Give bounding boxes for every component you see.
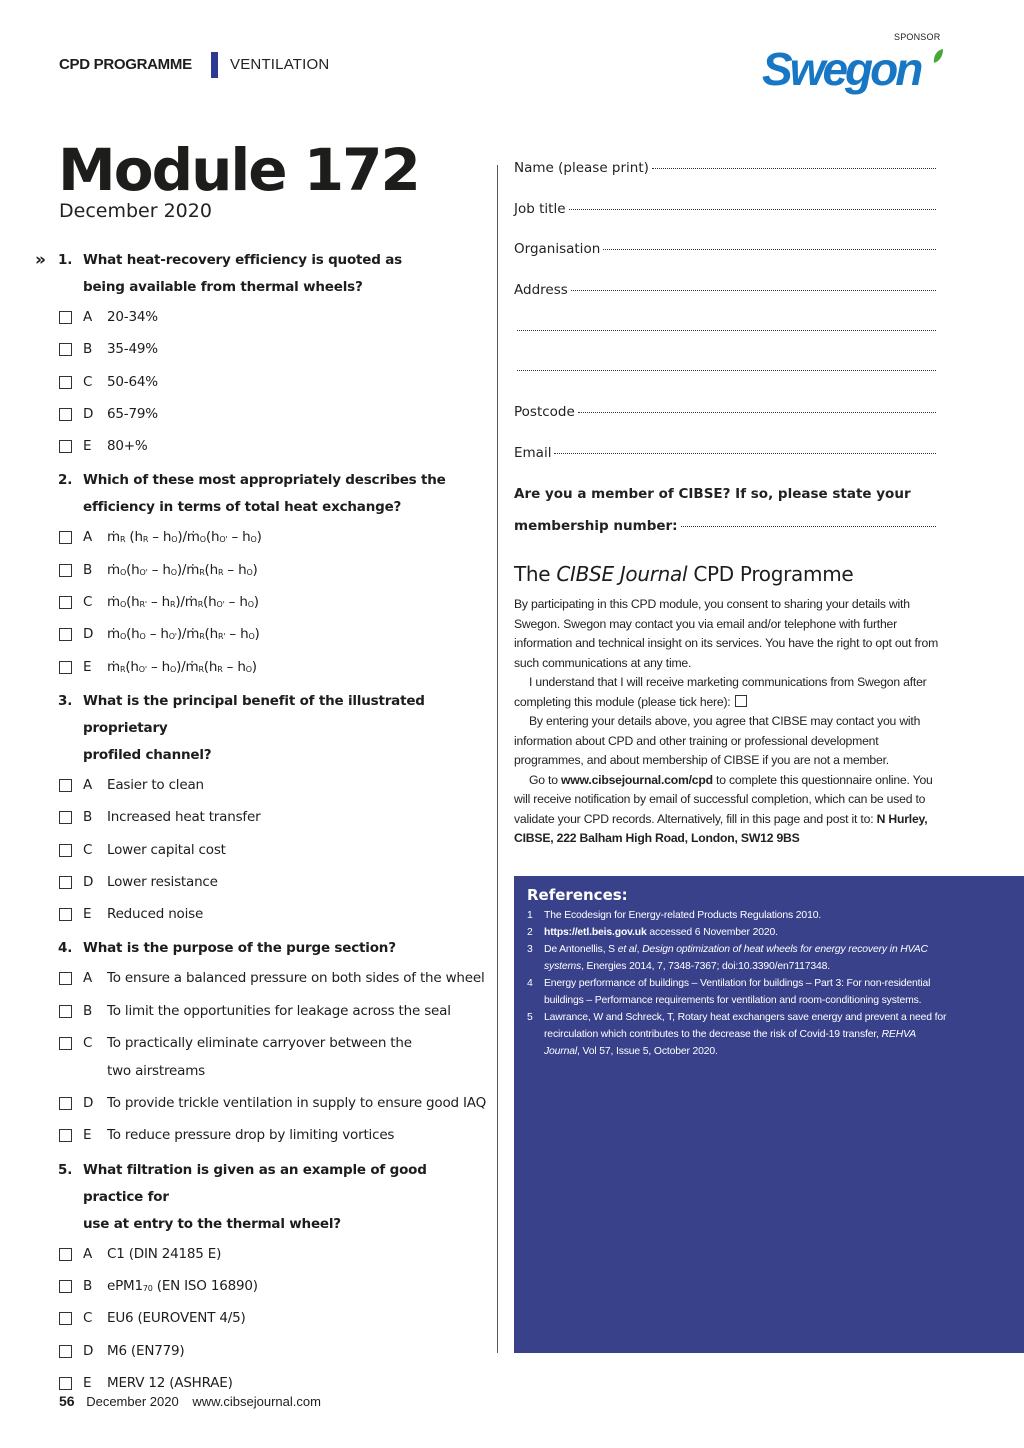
- answer-option[interactable]: [30, 1243, 490, 1275]
- checkbox[interactable]: [59, 811, 72, 824]
- field-label: Organisation: [514, 241, 601, 258]
- option-text: MERV 12 (ASHRAE): [107, 1374, 233, 1391]
- formula-subscript: R: [142, 535, 149, 545]
- email-field[interactable]: [514, 445, 936, 486]
- checkbox[interactable]: [59, 1129, 72, 1142]
- online-text: Go to: [529, 772, 561, 787]
- field-dotted-line[interactable]: [578, 402, 936, 413]
- option-text: To ensure a balanced pressure on both sides of the wheel: [107, 970, 485, 987]
- question-text-line: profiled channel?: [83, 746, 212, 763]
- option-formula: ṁ$_R$ ($h_R$ – $h_O)/ṁ_O(h_{O'} - h_O)$: [107, 529, 262, 546]
- answer-option[interactable]: [30, 1124, 490, 1156]
- question-text-line: What heat-recovery efficiency is quoted as: [83, 252, 402, 268]
- checkbox[interactable]: [59, 1280, 72, 1293]
- option-letter: E: [83, 438, 92, 455]
- question-4: [30, 935, 490, 962]
- question-5: [30, 1157, 490, 1238]
- reference-text: , Vol 57, Issue 5, October 2020.: [577, 1046, 718, 1057]
- reference-text: The Ecodesign for Energy-related Products Regulations 2010.: [544, 910, 822, 921]
- reference-item: [527, 941, 947, 975]
- answer-option[interactable]: [30, 371, 490, 403]
- checkbox[interactable]: [59, 1377, 72, 1390]
- question-text-line: being available from thermal wheels?: [83, 279, 363, 295]
- formula-subscript: O: [170, 567, 177, 577]
- formula-subscript: O: [139, 632, 146, 642]
- address-line-2-field[interactable]: [514, 323, 936, 364]
- option-text: [107, 1029, 497, 1085]
- option-letter: E: [83, 1127, 92, 1144]
- field-dotted-line[interactable]: [681, 516, 936, 527]
- checkbox[interactable]: [59, 376, 72, 389]
- answer-option[interactable]: [30, 623, 490, 655]
- reference-number: 5: [527, 1012, 533, 1023]
- programme-heading: [514, 562, 853, 586]
- question-number: 5.: [58, 1161, 73, 1178]
- address-field[interactable]: [514, 282, 936, 323]
- formula-subscript: O: [250, 535, 257, 545]
- option-letter: D: [83, 1342, 94, 1359]
- reference-number: 3: [527, 944, 533, 955]
- checkbox[interactable]: [59, 343, 72, 356]
- option-letter: E: [83, 1374, 92, 1391]
- references-box: [514, 876, 1024, 1353]
- formula-subscript: R': [217, 632, 226, 642]
- page-footer: [59, 1393, 321, 1409]
- reference-italic: et al: [617, 944, 637, 955]
- formula-subscript: R: [217, 567, 224, 577]
- option-letter: C: [83, 841, 93, 858]
- field-dotted-line[interactable]: [517, 360, 936, 371]
- option-text: M6 (EN779): [107, 1342, 185, 1359]
- footer-website[interactable]: www.cibsejournal.com: [192, 1394, 321, 1409]
- answer-option[interactable]: [30, 871, 490, 903]
- formula-subscript: R: [119, 535, 126, 545]
- answer-option[interactable]: [30, 435, 490, 467]
- membership-number-field[interactable]: [514, 518, 936, 550]
- checkbox[interactable]: [59, 1005, 72, 1018]
- checkbox[interactable]: [59, 876, 72, 889]
- programme-body: [514, 595, 942, 849]
- field-dotted-line[interactable]: [603, 239, 936, 250]
- option-letter: B: [83, 341, 93, 358]
- formula-subscript: R': [139, 600, 147, 610]
- answer-option[interactable]: [30, 403, 490, 435]
- sponsor-logo-text: Swegon: [762, 43, 921, 95]
- option-letter: D: [83, 626, 94, 643]
- reference-text: Lawrance, W and Schreck, T, Rotary heat exchangers save energy and prevent a need for recirculation which contributes to the decrease the risk of Covid-19 transfer,: [544, 1012, 947, 1040]
- reference-link[interactable]: https://etl.beis.gov.uk: [544, 927, 647, 938]
- page-number: 56: [59, 1393, 75, 1409]
- section-divider-bar: [211, 52, 218, 78]
- formula-subscript: O: [199, 535, 206, 545]
- formula-subscript: R: [197, 600, 204, 610]
- formula-subscript: R: [119, 664, 126, 674]
- reference-number: 1: [527, 910, 533, 921]
- field-dotted-line[interactable]: [554, 443, 936, 454]
- checkbox[interactable]: [59, 564, 72, 577]
- question-number: 4.: [58, 940, 73, 957]
- option-text: Lower capital cost: [107, 841, 226, 858]
- question-3: [30, 688, 490, 769]
- field-dotted-line[interactable]: [517, 320, 936, 331]
- formula-subscript: O: [171, 535, 178, 545]
- organisation-field[interactable]: [514, 241, 936, 282]
- answer-option[interactable]: [30, 656, 490, 688]
- formula-subscript: O: [119, 600, 127, 610]
- address-line-3-field[interactable]: [514, 363, 936, 404]
- option-letter: B: [83, 809, 93, 826]
- sponsor-logo: [762, 43, 952, 100]
- checkbox[interactable]: [59, 779, 72, 792]
- double-chevron-right-icon: »: [35, 250, 46, 270]
- formula-subscript: O: [247, 600, 254, 610]
- answer-option[interactable]: [30, 1340, 490, 1372]
- formula-subscript: O': [139, 567, 148, 577]
- reference-italic: Design optimization of heat wheels for energy recovery in HVAC systems: [544, 944, 928, 972]
- option-text-suffix: (EN ISO 16890): [152, 1277, 258, 1294]
- online-paragraph: [514, 771, 942, 849]
- references-title: References:: [527, 886, 628, 904]
- question-number: 3.: [58, 692, 73, 709]
- checkbox[interactable]: [59, 596, 72, 609]
- formula-subscript: R: [217, 664, 223, 674]
- option-formula: $ṁ_O(h_O$ – $h_{O'})/ṁ_R(h_{R'} - h_O)$: [107, 626, 260, 643]
- formula-subscript: O': [168, 632, 177, 642]
- reference-item: [527, 924, 947, 941]
- field-dotted-line[interactable]: [571, 280, 936, 291]
- question-number: 1.: [58, 252, 73, 268]
- formula-subscript: R: [199, 567, 205, 577]
- reference-item: [527, 907, 947, 924]
- question-2: [30, 467, 490, 521]
- option-text: To reduce pressure drop by limiting vortices: [107, 1127, 395, 1144]
- leaf-icon: [932, 48, 944, 64]
- postcode-field[interactable]: [514, 404, 936, 445]
- formula-subscript: R: [198, 664, 204, 674]
- reference-text: accessed 6 November 2020.: [646, 927, 778, 938]
- reference-number: 4: [527, 978, 533, 989]
- details-form: [514, 160, 936, 550]
- section-label: VENTILATION: [230, 56, 330, 73]
- question-text-line: Which of these most appropriately describes the: [83, 472, 446, 489]
- option-letter: A: [83, 529, 93, 546]
- field-dotted-line[interactable]: [569, 199, 937, 210]
- checkbox[interactable]: [59, 844, 72, 857]
- option-letter: A: [83, 776, 93, 793]
- option-text: [107, 1272, 497, 1303]
- formula-subscript: O': [138, 664, 147, 674]
- job-title-field[interactable]: [514, 201, 936, 242]
- answer-option[interactable]: [30, 1275, 490, 1307]
- option-text: C1 (DIN 24185 E): [107, 1245, 222, 1262]
- question-text-line: What is the purpose of the purge section?: [83, 940, 396, 957]
- option-text: To provide trickle ventilation in supply to ensure good IAQ: [107, 1095, 487, 1112]
- formula-subscript: O: [119, 632, 127, 642]
- option-letter: B: [83, 1277, 93, 1294]
- module-title: Module 172: [58, 136, 419, 204]
- option-text: Lower resistance: [107, 873, 218, 890]
- option-letter: B: [83, 561, 93, 578]
- option-text: 35-49%: [107, 341, 158, 358]
- sponsor-label: SPONSOR: [894, 32, 941, 42]
- consent-paragraph: By participating in this CPD module, you consent to sharing your details with Swegon. Swegon may contact you via email and/or telephone with further information and technical insight on its services. You have the right to opt out from such communications at any time.: [514, 597, 939, 670]
- cpd-website-link[interactable]: www.cibsejournal.com/cpd: [561, 772, 713, 787]
- answer-option[interactable]: [30, 903, 490, 935]
- reference-italic: REHVA Journal: [544, 1029, 916, 1057]
- formula-subscript: O: [246, 567, 253, 577]
- checkbox[interactable]: [59, 440, 72, 453]
- option-text: Reduced noise: [107, 906, 204, 923]
- option-text-main: ePM1: [107, 1277, 143, 1294]
- question-text-line: What filtration is given as an example of good practice for: [83, 1161, 427, 1205]
- checkbox[interactable]: [59, 1097, 72, 1110]
- formula-subscript: O': [216, 600, 225, 610]
- option-text: Easier to clean: [107, 776, 204, 793]
- checkbox[interactable]: [59, 908, 72, 921]
- reference-text: ,: [636, 944, 643, 955]
- reference-text: , Energies 2014, 7, 7348-7367; doi:10.3390/en7117348.: [581, 961, 831, 972]
- reference-text: Energy performance of buildings – Ventilation for buildings – Part 3: For non-residential buildings – Performance requirements for ventilation and room-conditioning systems.: [544, 978, 931, 1006]
- checkbox[interactable]: [59, 1248, 72, 1261]
- option-letter: C: [83, 1310, 93, 1327]
- option-formula: $ṁ_R(h_{O'}$ – $h_O)/ṁ_R(h_R - h_O)$: [107, 658, 257, 675]
- answer-option[interactable]: [30, 1307, 490, 1339]
- field-label: Job title: [514, 200, 566, 217]
- option-text: 65-79%: [107, 405, 158, 422]
- answer-option[interactable]: [30, 1092, 490, 1124]
- checkbox[interactable]: [59, 628, 72, 641]
- option-text: EU6 (EUROVENT 4/5): [107, 1310, 246, 1327]
- option-formula: $ṁ_O(h_{O'}$ – $h_O)/ṁ_R(h_R - h_O)$: [107, 561, 258, 578]
- answer-option[interactable]: [30, 559, 490, 591]
- programme-label: CPD PROGRAMME: [59, 56, 192, 73]
- option-subscript: 70: [142, 1283, 153, 1293]
- option-letter: E: [83, 906, 92, 923]
- field-label: Name (please print): [514, 160, 649, 176]
- formula-subscript: O: [119, 567, 127, 577]
- question-1: [30, 247, 490, 301]
- heading-part: The: [514, 562, 557, 586]
- option-text: 80+%: [107, 438, 148, 455]
- question-list: [30, 247, 490, 1404]
- reference-item: [527, 1009, 947, 1060]
- reference-number: 2: [527, 927, 533, 938]
- answer-option[interactable]: [30, 967, 490, 999]
- answer-option[interactable]: [30, 338, 490, 370]
- marketing-paragraph: [514, 673, 942, 712]
- reference-item: [527, 975, 947, 1009]
- option-text-line: To practically eliminate carryover between the: [107, 1035, 412, 1052]
- question-number: 2.: [58, 472, 73, 489]
- option-letter: B: [83, 1002, 93, 1019]
- option-letter: A: [83, 970, 93, 987]
- question-text-line: use at entry to the thermal wheel?: [83, 1215, 341, 1232]
- formula-subscript: R: [169, 600, 176, 610]
- heading-part: CPD Programme: [687, 562, 854, 586]
- option-letter: D: [83, 873, 94, 890]
- option-text: To limit the opportunities for leakage across the seal: [107, 1002, 451, 1019]
- checkbox[interactable]: [59, 311, 72, 324]
- formula-subscript: O: [248, 632, 255, 642]
- checkbox[interactable]: [59, 1037, 72, 1050]
- column-divider: [497, 165, 498, 1353]
- formula-subscript: O: [169, 664, 177, 674]
- option-text: 50-64%: [107, 373, 158, 390]
- field-label: Address: [514, 282, 568, 299]
- membership-question: [514, 486, 936, 518]
- question-text-line: efficiency in terms of total heat exchange?: [83, 499, 402, 516]
- membership-question-text: Are you a member of CIBSE? If so, please state your: [514, 485, 911, 502]
- module-date: December 2020: [59, 200, 212, 222]
- marketing-consent-checkbox[interactable]: [735, 695, 747, 707]
- option-formula: $ṁ_O(h_{R'}$ – $h_R)/ṁ_R(h_{O'} - h_O)$: [107, 594, 259, 611]
- answer-option[interactable]: [30, 774, 490, 806]
- reference-text: De Antonellis, S: [544, 944, 618, 955]
- answer-option[interactable]: [30, 591, 490, 623]
- marketing-text: I understand that I will receive marketing communications from Swegon after completing this module (please tick here):: [514, 675, 927, 709]
- checkbox[interactable]: [59, 1312, 72, 1325]
- checkbox[interactable]: [59, 661, 72, 674]
- option-letter: A: [83, 309, 93, 325]
- question-text-line: What is the principal benefit of the illustrated proprietary: [83, 692, 425, 736]
- checkbox[interactable]: [59, 408, 72, 421]
- option-text-line: two airstreams: [107, 1063, 206, 1080]
- answer-option[interactable]: [30, 1032, 490, 1092]
- answer-option[interactable]: [30, 526, 490, 558]
- checkbox[interactable]: [59, 972, 72, 985]
- option-text: Increased heat transfer: [107, 809, 261, 826]
- cibse-contact-paragraph: By entering your details above, you agree that CIBSE may contact you with information about CPD and other training or professional development programmes, and about membership of CIBSE if you are not a member.: [514, 714, 921, 767]
- answer-option[interactable]: [30, 806, 490, 838]
- option-letter: D: [83, 1095, 94, 1112]
- option-letter: C: [83, 1035, 93, 1052]
- formula-subscript: R: [199, 632, 205, 642]
- answer-option[interactable]: [30, 1000, 490, 1032]
- field-label: Email: [514, 444, 552, 461]
- postal-address: N Hurley, CIBSE, 222 Balham High Road, London, SW12 9BS: [514, 811, 928, 845]
- heading-journal-name: CIBSE Journal: [556, 562, 688, 586]
- formula-subscript: O: [245, 664, 252, 674]
- option-letter: C: [83, 594, 93, 611]
- option-letter: C: [83, 373, 93, 390]
- answer-option[interactable]: [30, 839, 490, 871]
- field-label: Postcode: [514, 404, 575, 421]
- field-label: membership number:: [514, 517, 678, 534]
- option-text: 20-34%: [107, 309, 158, 325]
- option-letter: D: [83, 405, 94, 422]
- answer-option[interactable]: [30, 306, 490, 338]
- option-letter: E: [83, 658, 92, 675]
- option-letter: A: [83, 1245, 93, 1262]
- footer-date: December 2020: [86, 1394, 179, 1409]
- name-field[interactable]: [514, 160, 936, 201]
- formula-subscript: O': [219, 535, 228, 545]
- checkbox[interactable]: [59, 1345, 72, 1358]
- online-text: to complete this questionnaire online. You will receive notification by email of successful completion, which can be used to validate your CPD records. Alternatively, fill in this page and post it to:: [514, 772, 933, 826]
- references-list: [527, 907, 947, 1060]
- checkbox[interactable]: [59, 531, 72, 544]
- field-dotted-line[interactable]: [652, 158, 936, 169]
